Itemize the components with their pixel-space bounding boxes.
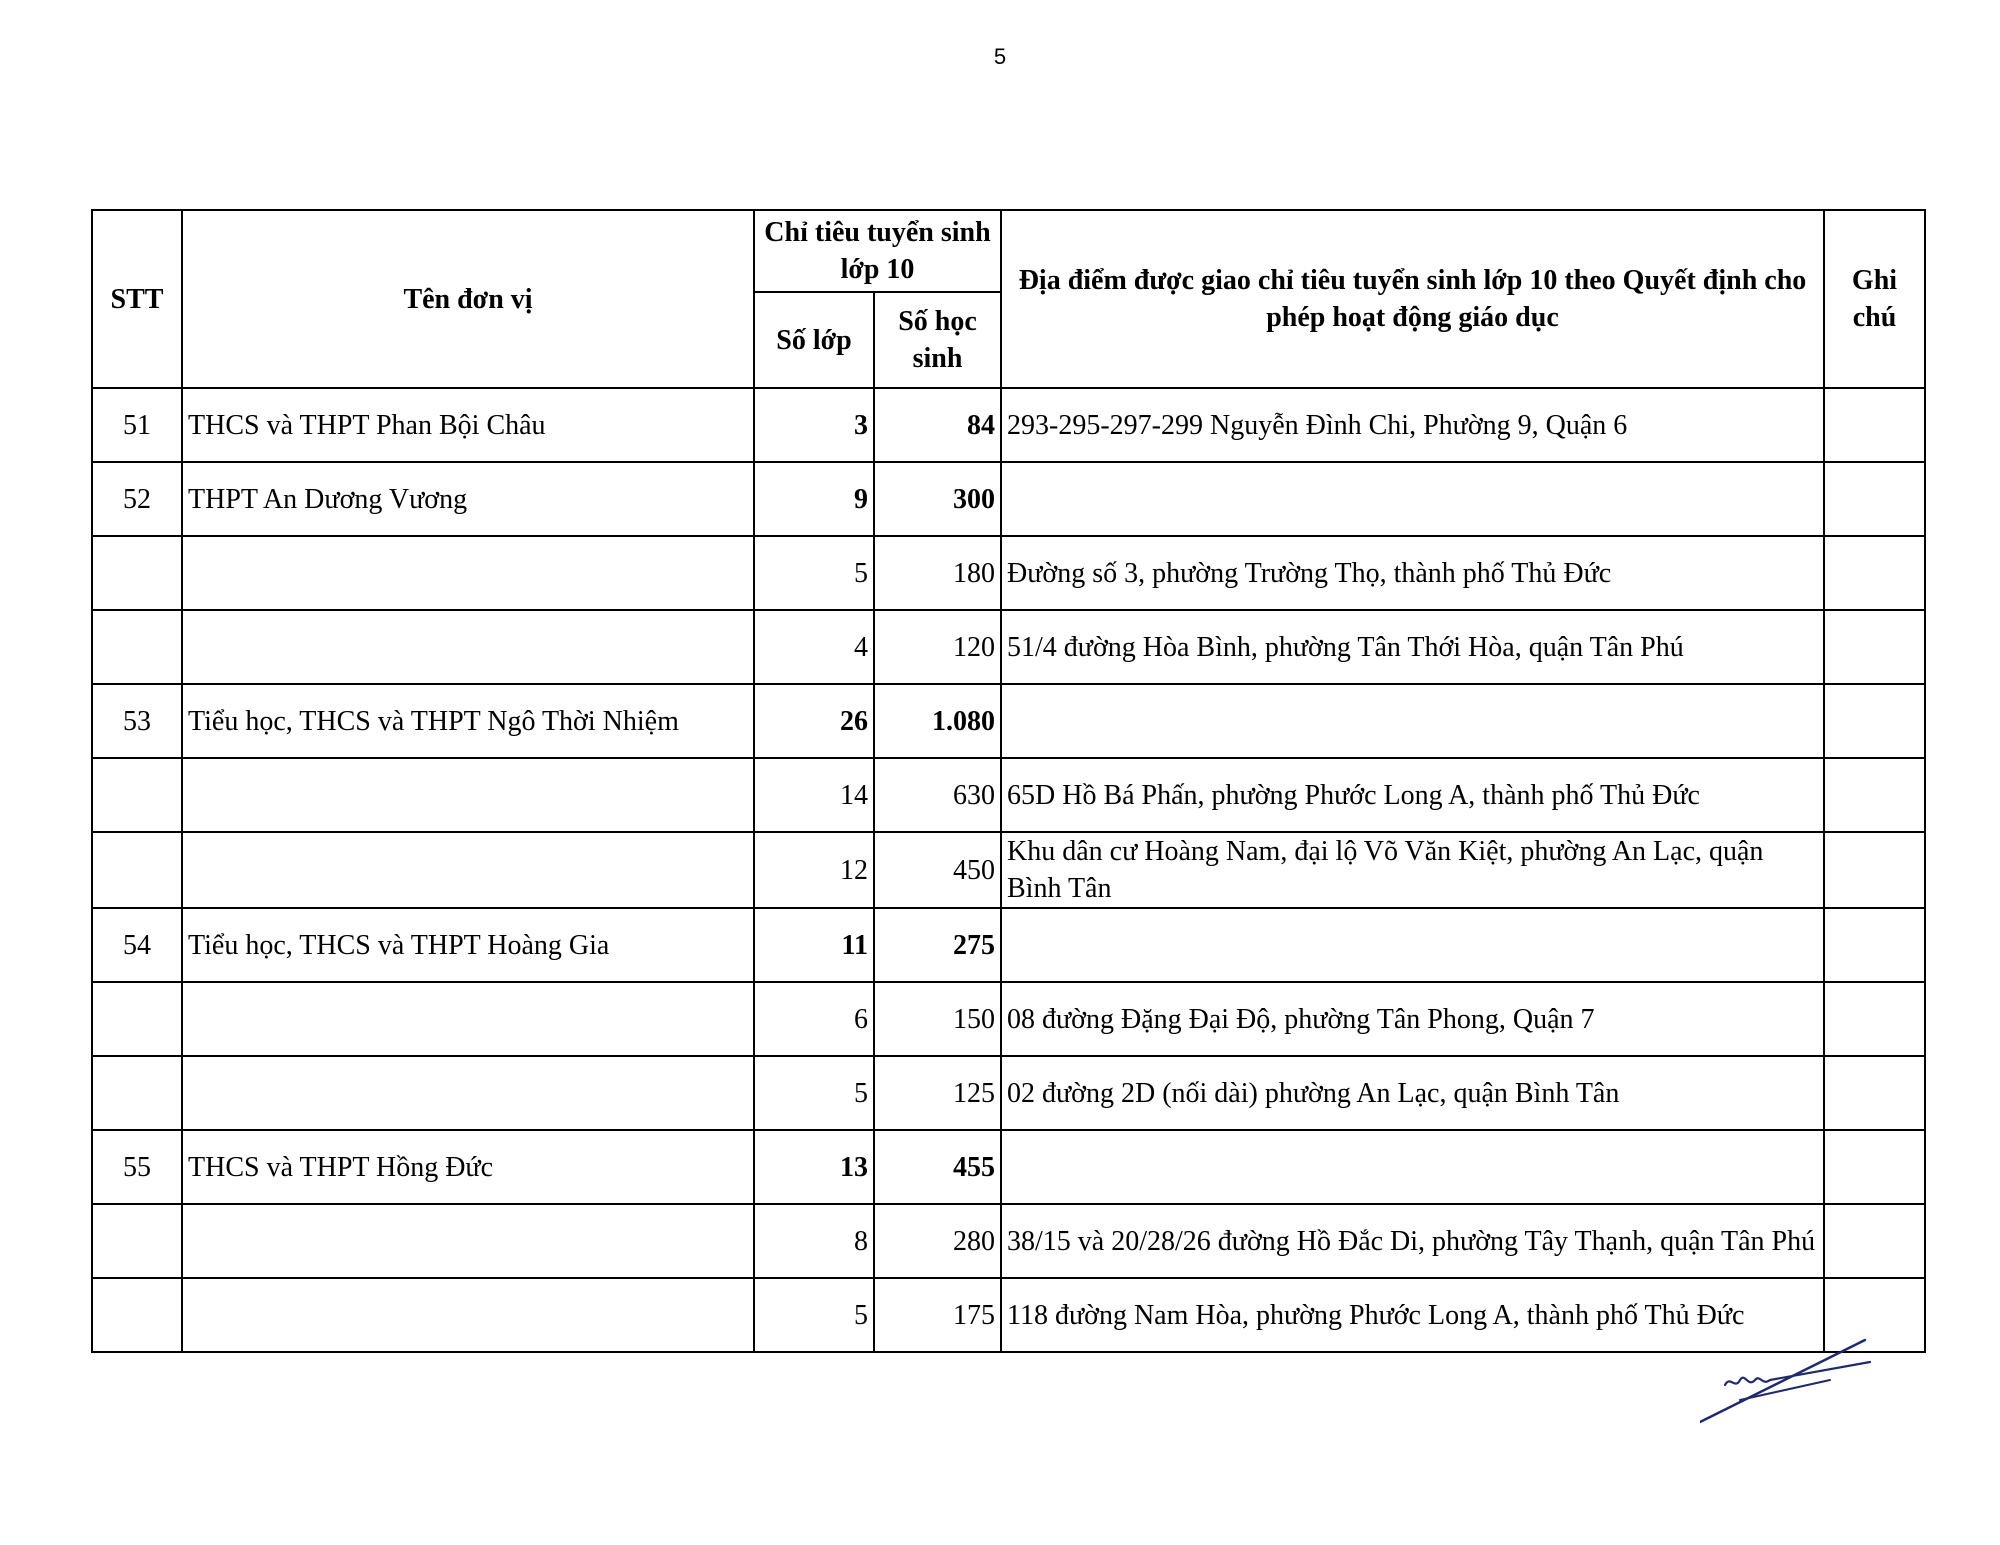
cell-student-count: 150 (874, 982, 1001, 1056)
table-row (92, 1204, 1925, 1278)
cell-unit-name: Tiểu học, THCS và THPT Ngô Thời Nhiệm (182, 684, 754, 758)
cell-unit-name (182, 536, 754, 610)
cell-stt (92, 982, 182, 1056)
cell-note (1824, 982, 1925, 1056)
cell-class-count: 8 (754, 1204, 874, 1278)
cell-student-count: 84 (874, 388, 1001, 462)
cell-unit-name (182, 982, 754, 1056)
table-row (92, 1130, 1925, 1204)
table-row (92, 982, 1925, 1056)
cell-stt (92, 536, 182, 610)
cell-student-count: 280 (874, 1204, 1001, 1278)
cell-class-count: 13 (754, 1130, 874, 1204)
cell-class-count: 11 (754, 908, 874, 982)
cell-note (1824, 536, 1925, 610)
cell-note (1824, 462, 1925, 536)
cell-unit-name (182, 1204, 754, 1278)
table-row (92, 388, 1925, 462)
cell-stt: 54 (92, 908, 182, 982)
cell-student-count: 125 (874, 1056, 1001, 1130)
cell-unit-name: THPT An Dương Vương (182, 462, 754, 536)
cell-note (1824, 1130, 1925, 1204)
table-row (92, 462, 1925, 536)
table-row (92, 536, 1925, 610)
cell-address: 293-295-297-299 Nguyễn Đình Chi, Phường 9, Quận 6 (1001, 388, 1824, 462)
cell-student-count: 455 (874, 1130, 1001, 1204)
cell-address (1001, 684, 1824, 758)
cell-student-count: 450 (874, 832, 1001, 908)
cell-note (1824, 1056, 1925, 1130)
header-quota: Chỉ tiêu tuyển sinh lớp 10 (754, 210, 1001, 292)
table-row (92, 684, 1925, 758)
table-body (92, 388, 1925, 1352)
cell-address (1001, 908, 1824, 982)
cell-stt: 51 (92, 388, 182, 462)
cell-class-count: 4 (754, 610, 874, 684)
header-stt: STT (92, 210, 182, 388)
table-row (92, 1278, 1925, 1352)
header-location: Địa điểm được giao chỉ tiêu tuyển sinh lớp 10 theo Quyết định cho phép hoạt động giáo dục (1001, 210, 1824, 388)
cell-stt: 53 (92, 684, 182, 758)
signature (1700, 1330, 1880, 1430)
cell-note (1824, 832, 1925, 908)
cell-student-count: 175 (874, 1278, 1001, 1352)
cell-note (1824, 610, 1925, 684)
cell-address: 118 đường Nam Hòa, phường Phước Long A, thành phố Thủ Đức (1001, 1278, 1824, 1352)
table-row (92, 832, 1925, 908)
cell-class-count: 12 (754, 832, 874, 908)
cell-class-count: 9 (754, 462, 874, 536)
cell-address: 65D Hồ Bá Phấn, phường Phước Long A, thành phố Thủ Đức (1001, 758, 1824, 832)
page-number: 5 (993, 44, 1007, 69)
cell-note (1824, 1204, 1925, 1278)
cell-stt (92, 1056, 182, 1130)
cell-student-count: 1.080 (874, 684, 1001, 758)
cell-unit-name (182, 832, 754, 908)
cell-address: 38/15 và 20/28/26 đường Hồ Đắc Di, phường Tây Thạnh, quận Tân Phú (1001, 1204, 1824, 1278)
table-row (92, 908, 1925, 982)
cell-stt: 52 (92, 462, 182, 536)
cell-class-count: 3 (754, 388, 874, 462)
cell-student-count: 180 (874, 536, 1001, 610)
cell-class-count: 5 (754, 1056, 874, 1130)
table-row (92, 1056, 1925, 1130)
cell-student-count: 120 (874, 610, 1001, 684)
cell-address: Đường số 3, phường Trường Thọ, thành phố Thủ Đức (1001, 536, 1824, 610)
cell-note (1824, 758, 1925, 832)
table-row (92, 758, 1925, 832)
cell-class-count: 6 (754, 982, 874, 1056)
cell-stt (92, 832, 182, 908)
cell-address: 08 đường Đặng Đại Độ, phường Tân Phong, Quận 7 (1001, 982, 1824, 1056)
cell-address: Khu dân cư Hoàng Nam, đại lộ Võ Văn Kiệt, phường An Lạc, quận Bình Tân (1001, 832, 1824, 908)
cell-address: 51/4 đường Hòa Bình, phường Tân Thới Hòa, quận Tân Phú (1001, 610, 1824, 684)
cell-stt (92, 1204, 182, 1278)
header-class-count: Số lớp (754, 292, 874, 388)
cell-stt (92, 610, 182, 684)
cell-student-count: 275 (874, 908, 1001, 982)
cell-address (1001, 1130, 1824, 1204)
cell-note (1824, 908, 1925, 982)
cell-student-count: 630 (874, 758, 1001, 832)
cell-stt (92, 1278, 182, 1352)
cell-address (1001, 462, 1824, 536)
header-student-count: Số học sinh (874, 292, 1001, 388)
cell-class-count: 5 (754, 1278, 874, 1352)
cell-student-count: 300 (874, 462, 1001, 536)
enrollment-quota-table (91, 209, 1926, 1353)
cell-unit-name (182, 758, 754, 832)
cell-unit-name: Tiểu học, THCS và THPT Hoàng Gia (182, 908, 754, 982)
cell-stt: 55 (92, 1130, 182, 1204)
cell-unit-name (182, 1278, 754, 1352)
cell-class-count: 26 (754, 684, 874, 758)
cell-note (1824, 388, 1925, 462)
cell-unit-name: THCS và THPT Phan Bội Châu (182, 388, 754, 462)
header-unit-name: Tên đơn vị (182, 210, 754, 388)
cell-unit-name (182, 1056, 754, 1130)
cell-stt (92, 758, 182, 832)
cell-class-count: 14 (754, 758, 874, 832)
table-row (92, 610, 1925, 684)
cell-unit-name (182, 610, 754, 684)
cell-class-count: 5 (754, 536, 874, 610)
cell-unit-name: THCS và THPT Hồng Đức (182, 1130, 754, 1204)
header-note: Ghi chú (1824, 210, 1925, 388)
cell-note (1824, 684, 1925, 758)
cell-address: 02 đường 2D (nối dài) phường An Lạc, quận Bình Tân (1001, 1056, 1824, 1130)
